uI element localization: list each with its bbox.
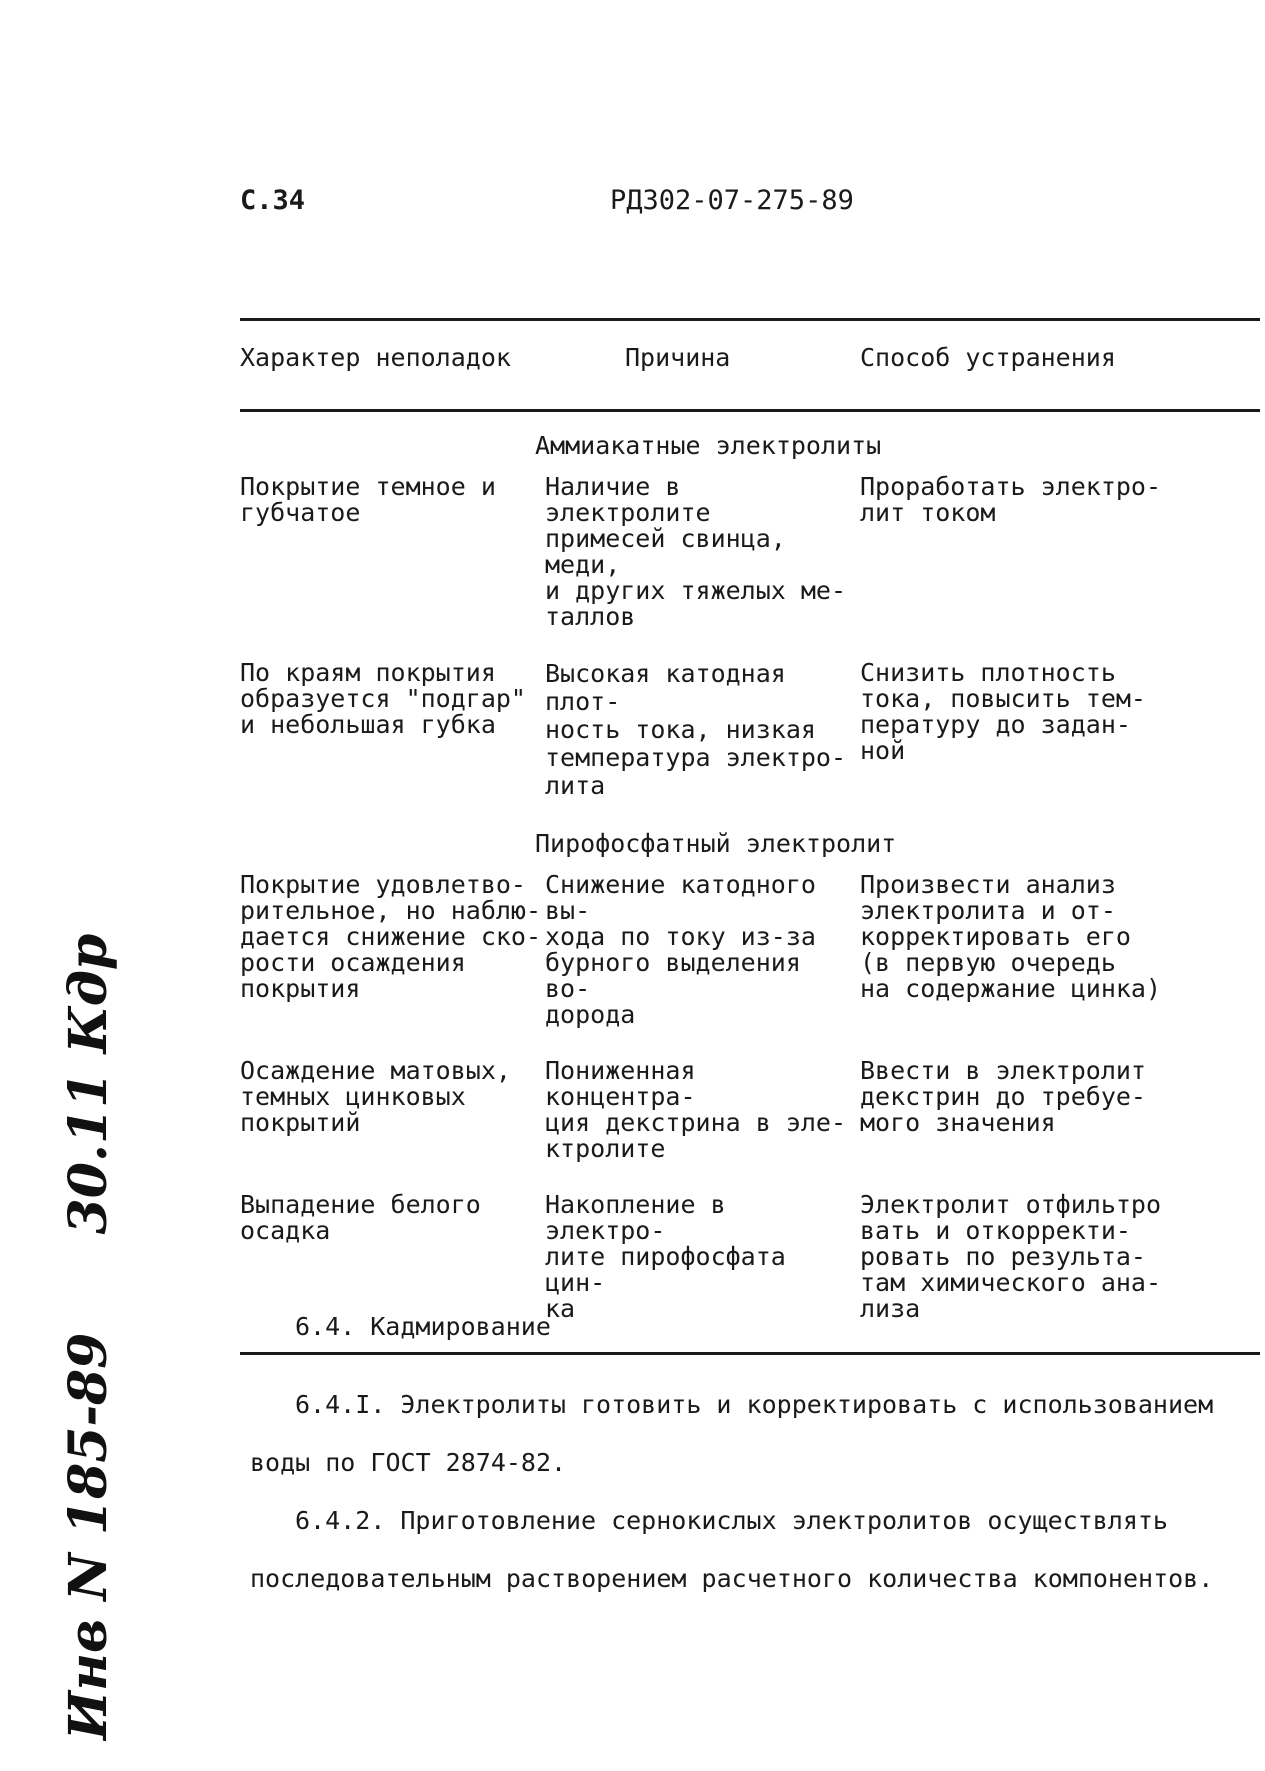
cell-defect: Выпадение белого осадка [240,1190,481,1245]
paragraph-line: 6.4.2. Приготовление сернокислых электролитов осуществлять [295,1506,1168,1535]
troubleshooting-table [240,318,1260,1355]
table-row [240,474,1260,630]
column-header-defect: Характер неполадок [240,343,511,372]
section-heading: 6.4. Кадмирование [295,1312,551,1341]
inventory-number: Инв N 185-89 [58,1332,119,1740]
cell-cause: Наличие в электролите примесей свинца, меди, и других тяжелых ме- таллов [545,472,847,631]
table-row [240,1058,1260,1162]
column-header-remedy: Способ устранения [860,343,1116,372]
page-number: С.34 [240,185,306,216]
section-body [250,1298,1250,1608]
cell-cause: Снижение катодного вы- хода по току из-за бурного выделения во- дорода [545,870,816,1029]
cell-defect: Осаждение матовых, темных цинковых покрытий [240,1056,511,1137]
cell-cause: Накопление в электро- лите пирофосфата цин- ка [545,1190,786,1323]
cell-remedy: Произвести анализ электролита и от- корректировать его (в первую очередь на содержание цинка) [860,870,1162,1003]
paragraph-line: воды по ГОСТ 2874-82. [250,1448,567,1477]
cell-remedy: Электролит отфильтро вать и откорректи- ровать по результа- там химического ана- лиза [860,1190,1162,1323]
document-code: РД302-07-275-89 [610,185,854,216]
cell-remedy: Проработать электро- лит током [860,472,1162,527]
inventory-date: 30.11 Кдр [58,933,119,1235]
column-header-cause: Причина [625,343,731,372]
paragraph-line: 6.4.I. Электролиты готовить и корректировать с использованием [295,1390,1214,1419]
cell-remedy: Снизить плотность тока, повысить тем- пературу до задан- ной [860,658,1146,765]
section-title-pyrophosphate: Пирофосфатный электролит [535,829,897,858]
handwritten-inventory-note [58,934,119,1740]
cell-defect: По краям покрытия образуется "подгар" и небольшая губка [240,658,526,739]
paragraph-line: последовательным растворением расчетного количества компонентов. [250,1564,1214,1593]
cell-defect: Покрытие темное и губчатое [240,472,496,527]
page-header [240,185,1180,225]
cell-cause: Высокая катодная плот- ность тока, низкая температура электро- лита [545,659,847,800]
table-row [240,660,1260,800]
cell-cause: Пониженная концентра- ция декстрина в эле- ктролите [545,1056,847,1163]
cell-remedy: Ввести в электролит декстрин до требуе- мого значения [860,1056,1146,1137]
table-row [240,872,1260,1028]
table-header-rule [240,409,1260,412]
table-header-row [240,321,1260,409]
section-title-ammonia: Аммиакатные электролиты [535,431,882,460]
cell-defect: Покрытие удовлетво- рительное, но наблю- дается снижение ско- рости осаждения покрытия [240,870,542,1003]
